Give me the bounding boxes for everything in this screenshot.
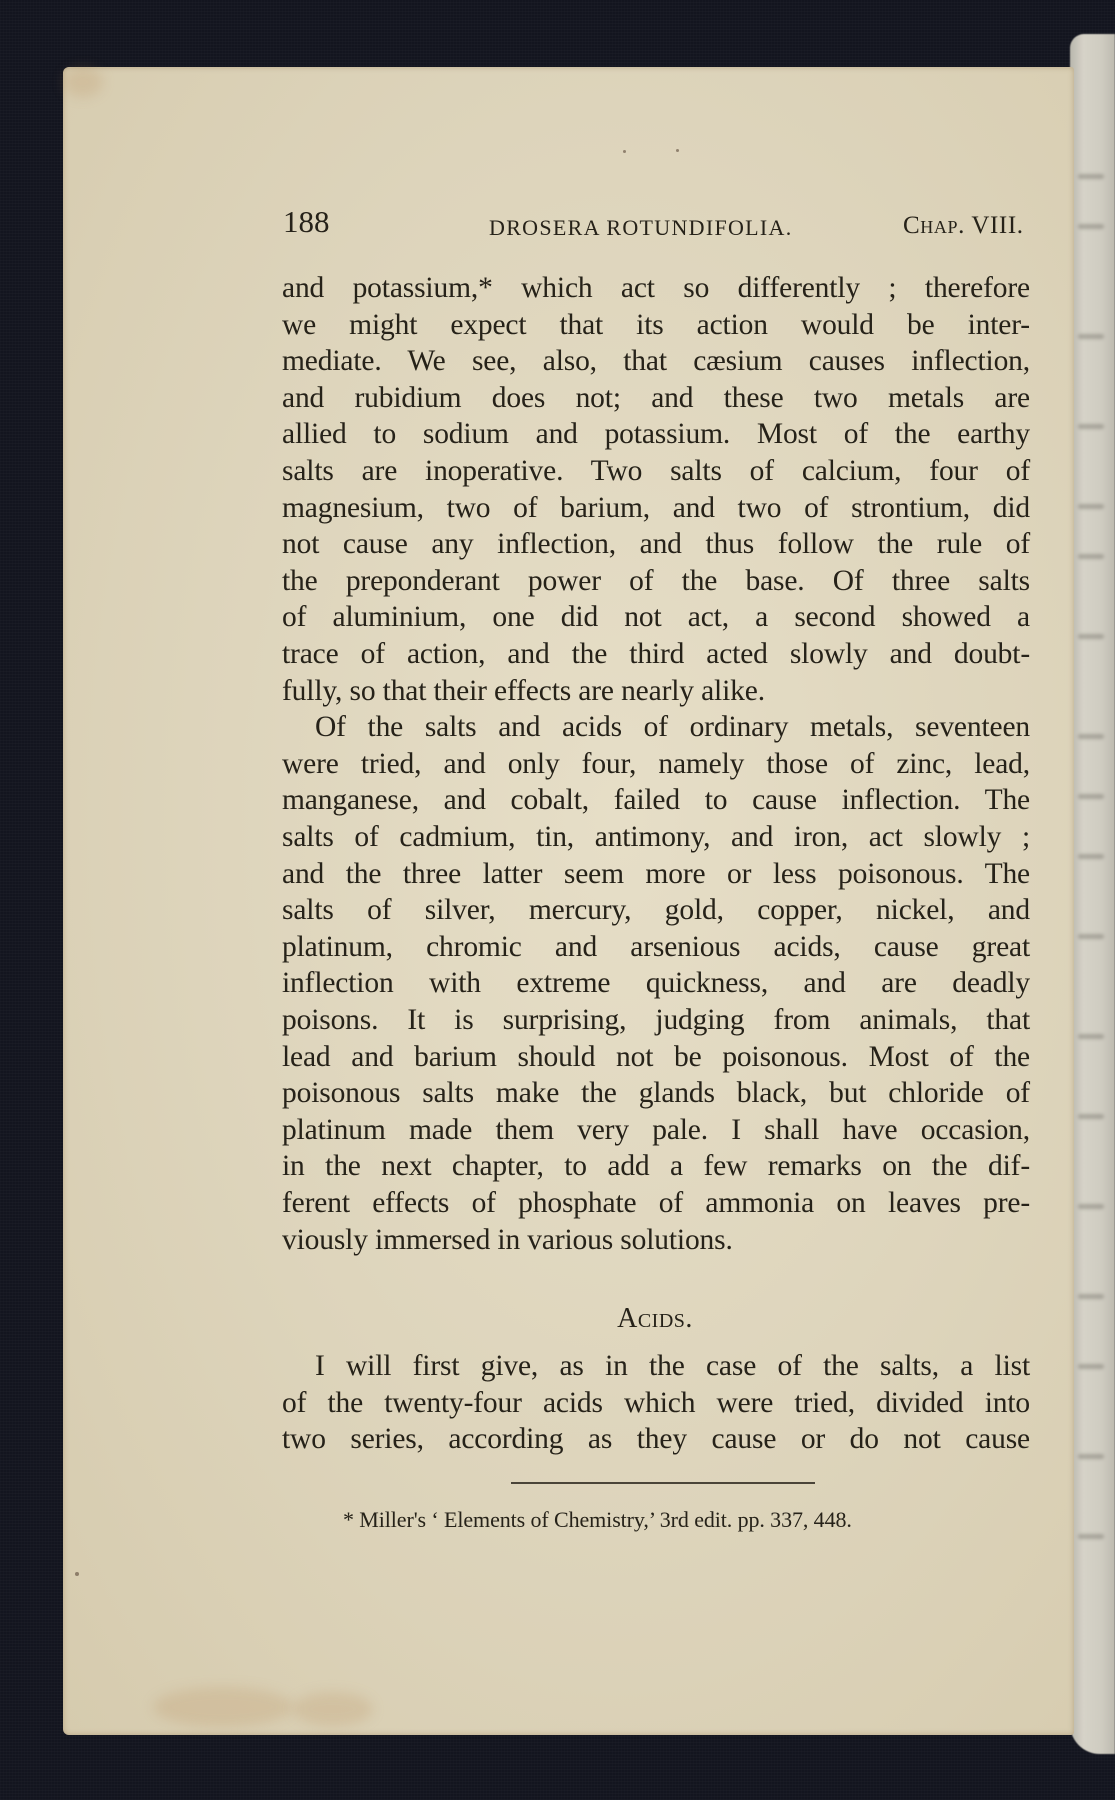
page-number: 188 bbox=[283, 204, 330, 239]
text-line: lead and barium should not be poisonous. Most of the bbox=[282, 1040, 1030, 1073]
text-line: mediate. We see, also, that cæsium causes inflection, bbox=[282, 345, 1030, 378]
text-line: viously immersed in various solutions. bbox=[282, 1223, 733, 1256]
text-line: salts of cadmium, tin, antimony, and iron, act slowly ; bbox=[282, 821, 1030, 853]
text-line: trace of action, and the third acted slowly and doubt- bbox=[282, 638, 1030, 670]
footnote-rule bbox=[511, 1482, 815, 1484]
show-through-text-mark bbox=[1078, 934, 1104, 939]
show-through-text-mark bbox=[1078, 1114, 1104, 1119]
text-line: Of the salts and acids of ordinary metals, seventeen bbox=[315, 711, 1030, 744]
show-through-text-mark bbox=[1078, 854, 1104, 859]
footnote: * Miller's ‘ Elements of Chemistry,’ 3rd edit. pp. 337, 448. bbox=[343, 1507, 852, 1532]
text-line: not cause any inflection, and thus follow the rule of bbox=[282, 528, 1030, 561]
paper-speck bbox=[75, 1572, 79, 1576]
text-line: of aluminium, one did not act, a second showed a bbox=[282, 601, 1030, 634]
running-title: DROSERA ROTUNDIFOLIA. bbox=[489, 215, 793, 240]
text-line: in the next chapter, to add a few remarks on the dif- bbox=[282, 1150, 1030, 1183]
text-line: ferent effects of phosphate of ammonia on leaves pre- bbox=[282, 1187, 1030, 1219]
text-line: salts of silver, mercury, gold, copper, nickel, and bbox=[282, 894, 1030, 927]
text-line: inflection with extreme quickness, and are deadly bbox=[282, 967, 1030, 1000]
section-heading: Acids. bbox=[617, 1303, 693, 1334]
show-through-text-mark bbox=[1078, 1454, 1104, 1459]
show-through-text-mark bbox=[1078, 504, 1104, 509]
show-through-text-mark bbox=[1078, 1534, 1104, 1539]
text-line: were tried, and only four, namely those of zinc, lead, bbox=[282, 747, 1030, 780]
text-line: and potassium,* which act so differently ; therefore bbox=[282, 272, 1030, 304]
text-line: poisons. It is surprising, judging from animals, that bbox=[282, 1004, 1030, 1036]
show-through-text-mark bbox=[1078, 224, 1104, 229]
show-through-text-mark bbox=[1078, 1204, 1104, 1209]
text-line: I will first give, as in the case of the salts, a list bbox=[315, 1350, 1030, 1382]
paper-speck bbox=[676, 149, 679, 152]
show-through-text-mark bbox=[1078, 1364, 1104, 1369]
text-line: and the three latter seem more or less poisonous. The bbox=[282, 857, 1030, 890]
text-line: poisonous salts make the glands black, but chloride of bbox=[282, 1077, 1030, 1110]
text-line: we might expect that its action would be inter- bbox=[282, 308, 1030, 341]
text-line: platinum, chromic and arsenious acids, cause great bbox=[282, 930, 1030, 963]
paper-stain bbox=[293, 1692, 373, 1726]
show-through-text-mark bbox=[1078, 734, 1104, 739]
text-line: platinum made them very pale. I shall have occasion, bbox=[282, 1113, 1030, 1146]
show-through-text-mark bbox=[1078, 634, 1104, 639]
chapter-label: Chap. VIII. bbox=[903, 212, 1024, 239]
text-line: of the twenty-four acids which were tried, divided into bbox=[282, 1386, 1030, 1419]
paper-speck bbox=[623, 150, 626, 153]
text-line: two series, according as they cause or do not cause bbox=[282, 1423, 1030, 1456]
adjacent-page-edge bbox=[1070, 34, 1115, 1754]
text-line: fully, so that their effects are nearly alike. bbox=[282, 674, 765, 707]
text-line: magnesium, two of barium, and two of strontium, did bbox=[282, 491, 1030, 524]
show-through-text-mark bbox=[1078, 1294, 1104, 1299]
text-line: manganese, and cobalt, failed to cause inflection. The bbox=[282, 784, 1030, 817]
show-through-text-mark bbox=[1078, 424, 1104, 429]
show-through-text-mark bbox=[1078, 334, 1104, 339]
show-through-text-mark bbox=[1078, 554, 1104, 559]
show-through-text-mark bbox=[1078, 1034, 1104, 1039]
text-line: salts are inoperative. Two salts of calcium, four of bbox=[282, 455, 1030, 487]
text-line: allied to sodium and potassium. Most of the earthy bbox=[282, 418, 1030, 451]
text-line: the preponderant power of the base. Of three salts bbox=[282, 564, 1030, 597]
paper-stain bbox=[153, 1687, 293, 1727]
text-line: and rubidium does not; and these two metals are bbox=[282, 381, 1030, 414]
show-through-text-mark bbox=[1078, 174, 1104, 179]
paper-stain bbox=[63, 67, 103, 97]
show-through-text-mark bbox=[1078, 794, 1104, 799]
